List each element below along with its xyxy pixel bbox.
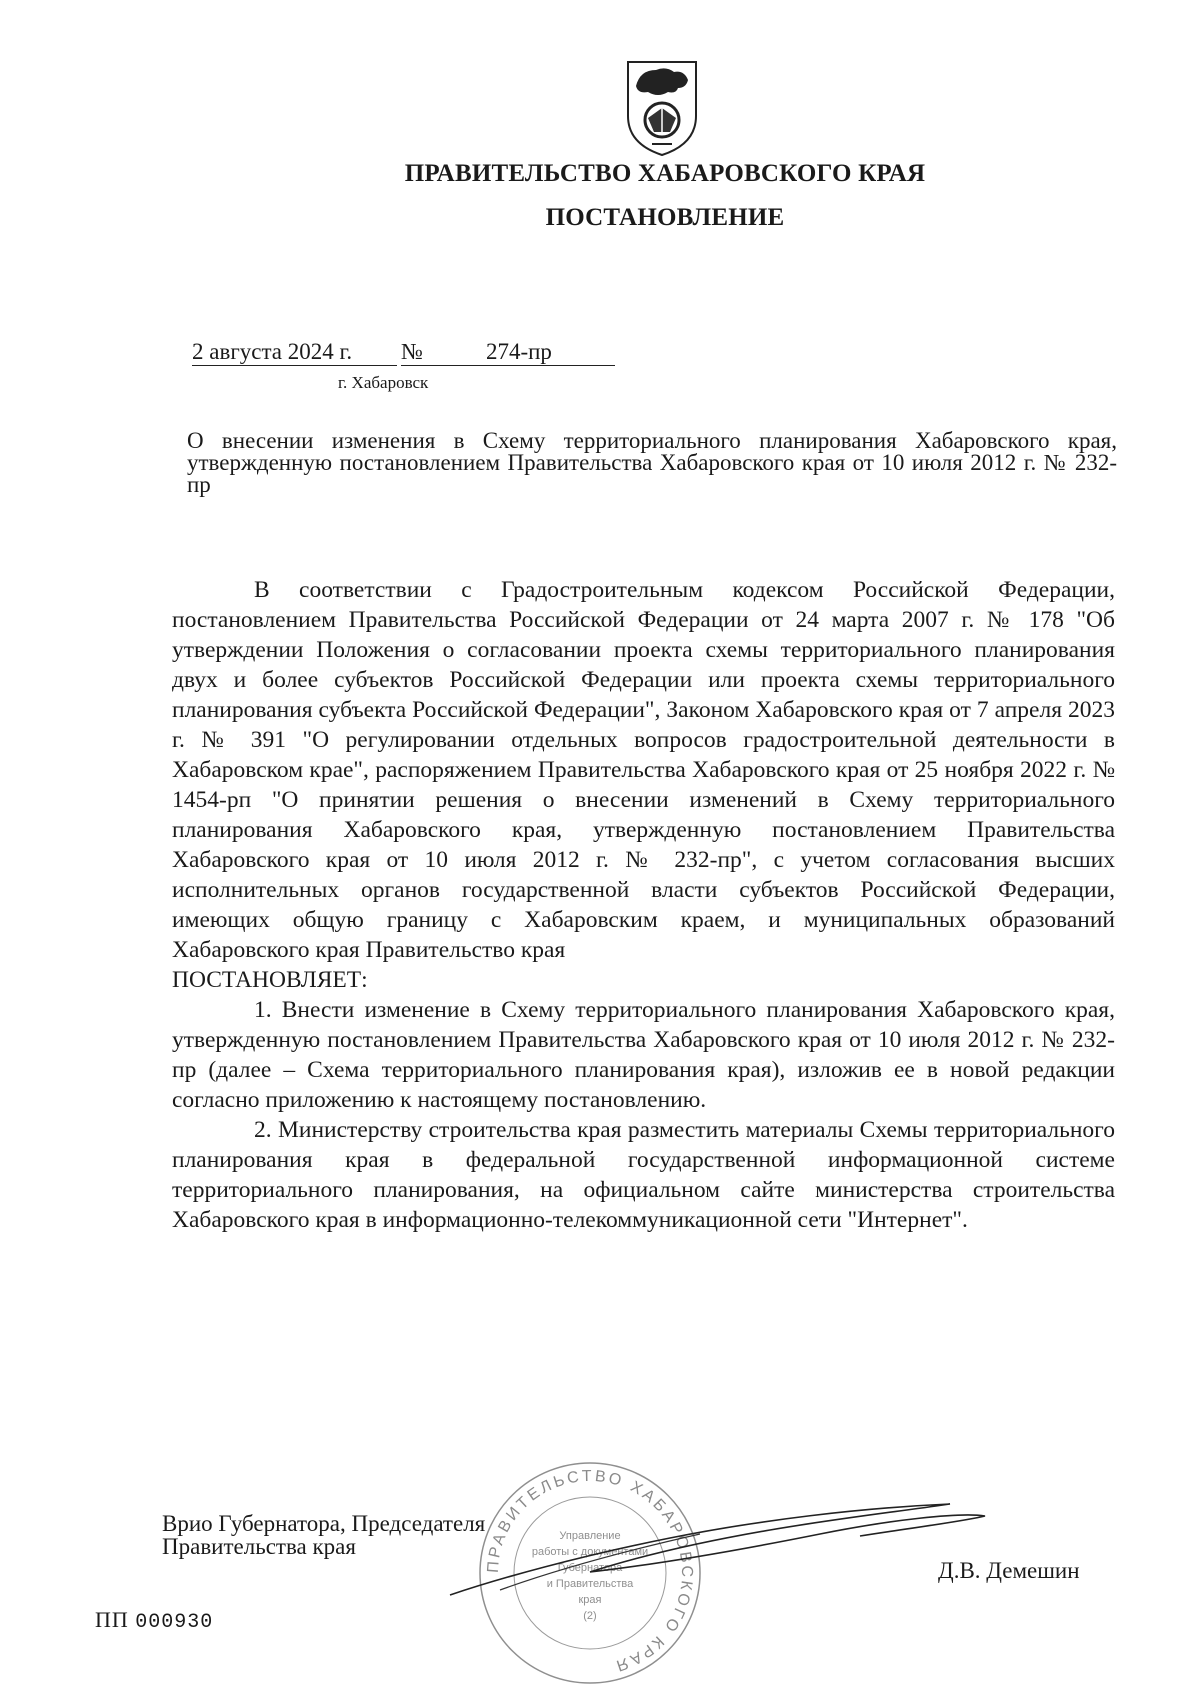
organization-title: ПРАВИТЕЛЬСТВО ХАБАРОВСКОГО КРАЯ xyxy=(404,160,926,187)
handwritten-signature xyxy=(440,1490,1000,1610)
seal-center-line: Управление xyxy=(559,1530,621,1542)
item-1-paragraph: 1. Внести изменение в Схему территориального планирования Хабаровского края, утвержденную постановлением Правительства Хабаровского края от 10 июля 2012 г. № 232-пр (далее – Схема территориального планирования края), изложив ее в новой редакции согласно приложению к настоящему постановлению. xyxy=(172,997,1115,1113)
registry-number xyxy=(95,1607,213,1634)
seal-center-line: и Правительства xyxy=(546,1578,634,1590)
signatory-position xyxy=(162,1512,485,1558)
registry-prefix: ПП xyxy=(95,1607,129,1632)
seal-center-line: (2) xyxy=(583,1610,597,1622)
date-number-line xyxy=(192,339,615,366)
document-subject: О внесении изменения в Схему территориального планирования Хабаровского края, утвержденную постановлением Правительства Хабаровского края от 10 июля 2012 г. № 232-пр xyxy=(187,428,1117,497)
resolves-word: ПОСТАНОВЛЯЕТ: xyxy=(172,967,368,993)
item-2-paragraph: 2. Министерству строительства края разместить материалы Схемы территориального планирования края в федеральной государственной информационной системе территориального планирования, на официальном сайте министерства строительства Хабаровского края в информационно-телекоммуникационной сети "Интернет". xyxy=(172,1117,1115,1233)
coat-of-arms-emblem xyxy=(622,58,702,158)
registry-code: 000930 xyxy=(135,1611,214,1634)
document-number: 274-пр xyxy=(423,339,615,366)
seal-center-line: работы с документами xyxy=(531,1546,649,1558)
document-body xyxy=(172,575,1115,1235)
document-type-title: ПОСТАНОВЛЕНИЕ xyxy=(545,204,785,231)
signatory-position-line-1: Врио Губернатора, Председателя xyxy=(162,1511,486,1536)
city-label: г. Хабаровск xyxy=(338,373,429,392)
seal-center-line: края xyxy=(578,1594,602,1606)
seal-center-line: Губернатора xyxy=(557,1562,623,1574)
document-date: 2 августа 2024 г. xyxy=(192,339,397,366)
seal-ring-text: ПРАВИТЕЛЬСТВО ХАБАРОВСКОГО КРАЯ xyxy=(484,1467,696,1675)
signatory-position-line-2: Правительства края xyxy=(162,1534,356,1559)
signatory-name: Д.В. Демешин xyxy=(938,1558,1080,1583)
preamble-paragraph: В соответствии с Градостроительным кодексом Российской Федерации, постановлением Правительства Российской Федерации от 24 марта 2007 г. № 178 "Об утверждении Положения о согласовании проекта схемы территориального планирования двух и более субъектов Российской Федерации или проекта схемы территориального планирования субъекта Российской Федерации", Законом Хабаровского края от 7 апреля 2023 г. № 391 "О регулировании отдельных вопросов градостроительной деятельности в Хабаровском крае", распоряжением Правительства Хабаровского края от 25 ноября 2022 г. № 1454-рп "О принятии решения о внесении изменений в Схему территориального планирования Хабаровского края, утвержденную постановлением Правительства Хабаровского края от 10 июля 2012 г. № 232-пр", с учетом согласования высших исполнительных органов государственной власти субъектов Российской Федерации, имеющих общую границу с Хабаровским краем, и муниципальных образований Хабаровского края Правительство края xyxy=(172,577,1115,963)
number-label: № xyxy=(401,339,423,364)
